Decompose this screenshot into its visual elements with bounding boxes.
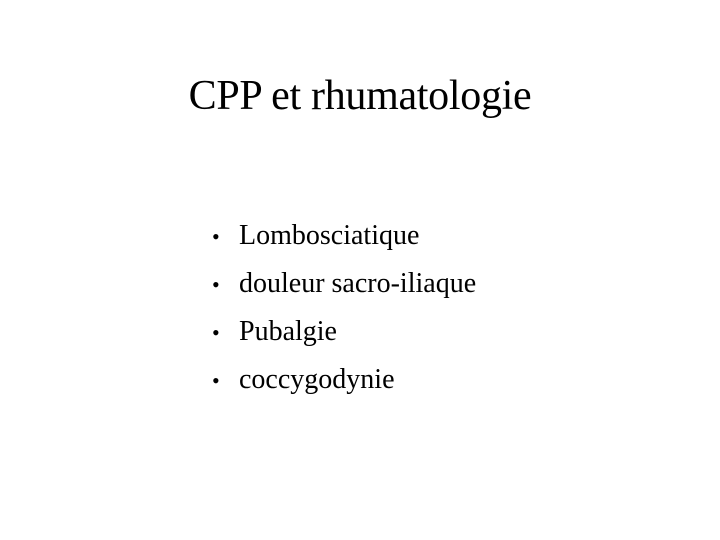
list-item-label: coccygodynie bbox=[239, 364, 395, 395]
bullet-list bbox=[212, 212, 476, 404]
list-item bbox=[212, 260, 476, 308]
bullet-icon: • bbox=[212, 320, 220, 345]
bullet-icon: • bbox=[212, 272, 220, 297]
list-item bbox=[212, 356, 476, 404]
bullet-icon: • bbox=[212, 224, 220, 249]
list-item-label: Pubalgie bbox=[239, 316, 337, 347]
list-item bbox=[212, 212, 476, 260]
list-item-label: douleur sacro-iliaque bbox=[239, 268, 477, 299]
list-item bbox=[212, 308, 476, 356]
slide-title: CPP et rhumatologie bbox=[188, 73, 532, 119]
bullet-icon: • bbox=[212, 368, 220, 393]
list-item-label: Lombosciatique bbox=[239, 220, 420, 251]
